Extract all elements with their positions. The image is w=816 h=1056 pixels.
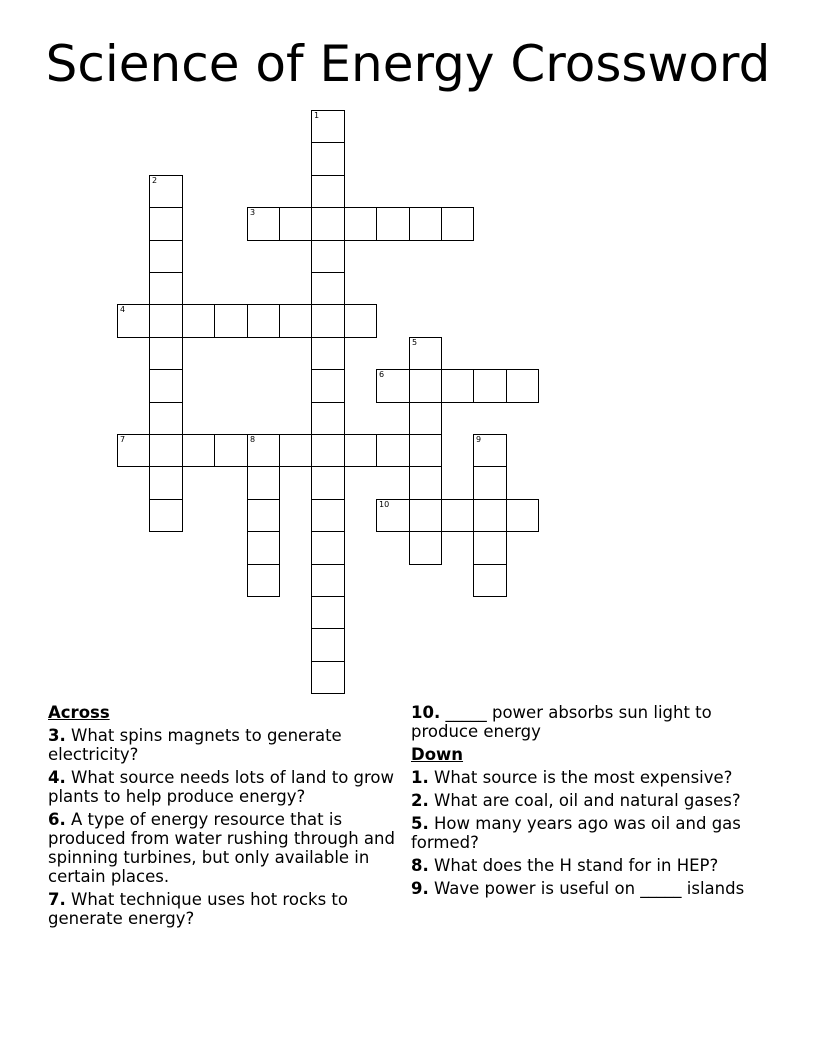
clue-text: What does the H stand for in HEP? (434, 856, 719, 875)
grid-cell[interactable] (279, 434, 312, 467)
grid-cell[interactable] (409, 531, 442, 565)
grid-cell[interactable] (247, 434, 280, 467)
grid-cell[interactable] (344, 207, 377, 241)
grid-cell[interactable] (311, 531, 345, 565)
clue-number-label: 1 (314, 111, 320, 120)
grid-cell[interactable] (376, 434, 410, 467)
clue-across-3 (48, 726, 398, 764)
clue-number-label: 8 (250, 435, 256, 444)
grid-cell[interactable] (149, 207, 183, 241)
grid-cell[interactable] (279, 304, 312, 338)
clue-number: 5. (411, 814, 429, 833)
clue-text: _____ power absorbs sun light to produce energy (411, 703, 712, 741)
grid-cell[interactable] (149, 499, 183, 532)
clue-number: 4. (48, 768, 66, 787)
grid-cell[interactable] (409, 434, 442, 467)
clue-across-6 (48, 810, 398, 886)
grid-cell[interactable] (441, 499, 474, 532)
clue-text: What technique uses hot rocks to generate energy? (48, 890, 348, 928)
clue-text: How many years ago was oil and gas formed? (411, 814, 741, 852)
clue-number: 10. (411, 703, 441, 722)
grid-cell[interactable] (149, 369, 183, 403)
grid-cell[interactable] (344, 434, 377, 467)
clue-number: 6. (48, 810, 66, 829)
clue-across-7 (48, 890, 398, 928)
grid-cell[interactable] (279, 207, 312, 241)
grid-cell[interactable] (441, 369, 474, 403)
clue-number-label: 6 (379, 370, 385, 379)
clue-down-1 (411, 768, 761, 787)
right-clues (411, 703, 761, 902)
grid-cell[interactable] (473, 531, 507, 565)
grid-cell[interactable] (247, 207, 280, 241)
clue-across-4 (48, 768, 398, 806)
grid-cell[interactable] (506, 369, 539, 403)
clue-number-label: 2 (152, 176, 158, 185)
grid-cell[interactable] (149, 434, 183, 467)
grid-cell[interactable] (311, 564, 345, 597)
page-title: Science of Energy Crossword (45, 35, 771, 93)
grid-cell[interactable] (409, 207, 442, 241)
clue-number-label: 4 (120, 305, 126, 314)
clue-down-9 (411, 879, 761, 898)
down-heading: Down (411, 745, 464, 764)
grid-cell[interactable] (409, 337, 442, 370)
grid-cell[interactable] (473, 499, 507, 532)
grid-cell[interactable] (247, 304, 280, 338)
clue-number-label: 9 (476, 435, 482, 444)
grid-cell[interactable] (311, 369, 345, 403)
grid-cell[interactable] (311, 499, 345, 532)
grid-cell[interactable] (247, 499, 280, 532)
clue-text: A type of energy resource that is produced from water rushing through and spinning turbines, but only available in certain places. (48, 810, 395, 886)
grid-cell[interactable] (311, 596, 345, 629)
clue-text: What are coal, oil and natural gases? (434, 791, 741, 810)
clue-number: 8. (411, 856, 429, 875)
clue-down-5 (411, 814, 761, 852)
clue-down-2 (411, 791, 761, 810)
grid-cell[interactable] (311, 304, 345, 338)
grid-cell[interactable] (311, 434, 345, 467)
grid-cell[interactable] (311, 661, 345, 694)
grid-cell[interactable] (214, 304, 248, 338)
grid-cell[interactable] (149, 304, 183, 338)
clue-number-label: 10 (379, 500, 390, 509)
grid-cell[interactable] (149, 240, 183, 273)
grid-cell[interactable] (473, 466, 507, 500)
clue-number-label: 7 (120, 435, 126, 444)
grid-cell[interactable] (149, 402, 183, 435)
clue-number: 2. (411, 791, 429, 810)
grid-cell[interactable] (409, 402, 442, 435)
grid-cell[interactable] (473, 564, 507, 597)
across-heading: Across (48, 703, 110, 722)
grid-cell[interactable] (247, 531, 280, 565)
grid-cell[interactable] (311, 175, 345, 208)
grid-cell[interactable] (182, 434, 215, 467)
grid-cell[interactable] (311, 337, 345, 370)
clue-text: What spins magnets to generate electricity? (48, 726, 342, 764)
grid-cell[interactable] (247, 564, 280, 597)
grid-cell[interactable] (149, 272, 183, 305)
clue-down-8 (411, 856, 761, 875)
clue-across-10 (411, 703, 761, 741)
grid-cell[interactable] (376, 369, 410, 403)
grid-cell[interactable] (149, 337, 183, 370)
grid-cell[interactable] (311, 110, 345, 143)
grid-cell[interactable] (117, 434, 150, 467)
grid-cell[interactable] (214, 434, 248, 467)
clue-text: Wave power is useful on _____ islands (434, 879, 745, 898)
grid-cell[interactable] (311, 207, 345, 241)
grid-cell[interactable] (441, 207, 474, 241)
clue-text: What source is the most expensive? (434, 768, 733, 787)
grid-cell[interactable] (409, 499, 442, 532)
clue-number-label: 3 (250, 208, 256, 217)
grid-cell[interactable] (473, 434, 507, 467)
clue-number-label: 5 (412, 338, 418, 347)
grid-cell[interactable] (376, 207, 410, 241)
grid-cell[interactable] (409, 466, 442, 500)
grid-cell[interactable] (311, 272, 345, 305)
grid-cell[interactable] (311, 402, 345, 435)
grid-cell[interactable] (409, 369, 442, 403)
clue-number: 3. (48, 726, 66, 745)
grid-cell[interactable] (117, 304, 150, 338)
clue-text: What source needs lots of land to grow plants to help produce energy? (48, 768, 395, 806)
grid-cell[interactable] (311, 466, 345, 500)
grid-cell[interactable] (376, 499, 410, 532)
clue-number: 7. (48, 890, 66, 909)
grid-cell[interactable] (311, 142, 345, 176)
grid-cell[interactable] (311, 240, 345, 273)
across-clues (48, 703, 398, 932)
grid-cell[interactable] (149, 466, 183, 500)
clue-number: 9. (411, 879, 429, 898)
clue-number: 1. (411, 768, 429, 787)
grid-cell[interactable] (247, 466, 280, 500)
grid-cell[interactable] (149, 175, 183, 208)
grid-cell[interactable] (473, 369, 507, 403)
grid-cell[interactable] (182, 304, 215, 338)
grid-cell[interactable] (311, 628, 345, 662)
grid-cell[interactable] (344, 304, 377, 338)
grid-cell[interactable] (506, 499, 539, 532)
